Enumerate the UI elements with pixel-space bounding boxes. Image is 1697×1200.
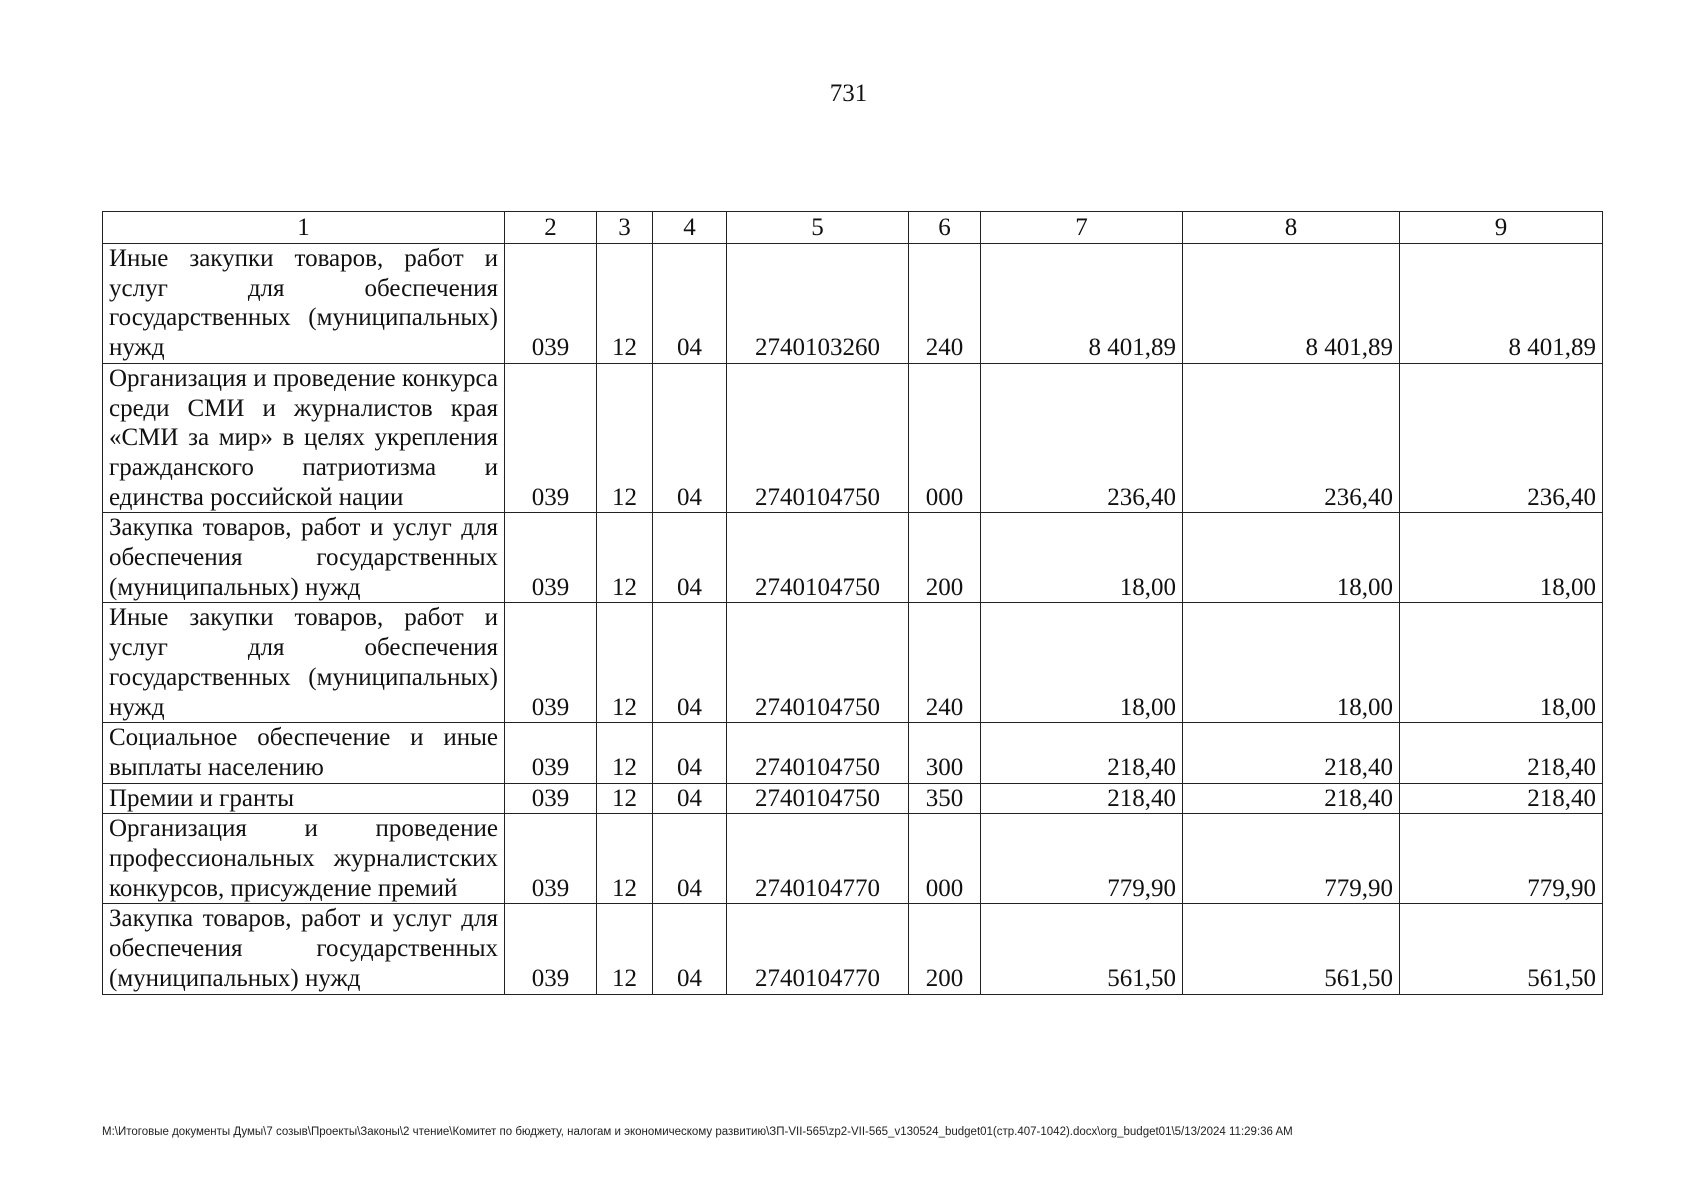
- column-number-7: 7: [981, 212, 1183, 244]
- target-article-code: 2740103260: [727, 244, 909, 364]
- target-article-code: 2740104750: [727, 783, 909, 814]
- table-row: [103, 783, 1603, 814]
- amount-col-9: 18,00: [1400, 603, 1603, 723]
- subsection-code: 04: [653, 603, 727, 723]
- subsection-code: 04: [653, 904, 727, 994]
- expense-type-code: 000: [909, 363, 981, 513]
- amount-col-9: 218,40: [1400, 723, 1603, 783]
- amount-col-7: 236,40: [981, 363, 1183, 513]
- table-row: [103, 513, 1603, 603]
- column-number-9: 9: [1400, 212, 1603, 244]
- amount-col-9: 561,50: [1400, 904, 1603, 994]
- row-description: Иные закупки товаров, работ и услуг для обеспечения государственных (муниципальных) нужд: [103, 603, 505, 723]
- table-row: [103, 723, 1603, 783]
- ministry-code: 039: [505, 904, 597, 994]
- subsection-code: 04: [653, 513, 727, 603]
- table-row: [103, 904, 1603, 994]
- document-path-footer: M:\Итоговые документы Думы\7 созыв\Проекты\Законы\2 чтение\Комитет по бюджету, налогам и экономическому развитию\ЗП-VII-565\zp2-VII-565_v130524_budget01(стр.407-1042).docx\org_budget01\5/13/2024 11:29:36 AM: [102, 1126, 1293, 1138]
- section-code: 12: [597, 783, 653, 814]
- section-code: 12: [597, 603, 653, 723]
- expense-type-code: 200: [909, 904, 981, 994]
- section-code: 12: [597, 814, 653, 904]
- row-description: Премии и гранты: [103, 783, 505, 814]
- section-code: 12: [597, 363, 653, 513]
- target-article-code: 2740104750: [727, 513, 909, 603]
- amount-col-7: 561,50: [981, 904, 1183, 994]
- subsection-code: 04: [653, 723, 727, 783]
- target-article-code: 2740104770: [727, 814, 909, 904]
- budget-table: [102, 211, 1603, 995]
- column-number-6: 6: [909, 212, 981, 244]
- amount-col-9: 8 401,89: [1400, 244, 1603, 364]
- target-article-code: 2740104750: [727, 363, 909, 513]
- expense-type-code: 240: [909, 603, 981, 723]
- row-description: Закупка товаров, работ и услуг для обеспечения государственных (муниципальных) нужд: [103, 513, 505, 603]
- section-code: 12: [597, 513, 653, 603]
- column-number-row: [103, 212, 1603, 244]
- amount-col-7: 218,40: [981, 723, 1183, 783]
- amount-col-7: 18,00: [981, 603, 1183, 723]
- amount-col-9: 218,40: [1400, 783, 1603, 814]
- expense-type-code: 300: [909, 723, 981, 783]
- target-article-code: 2740104750: [727, 603, 909, 723]
- ministry-code: 039: [505, 513, 597, 603]
- page-number: 731: [829, 80, 868, 107]
- subsection-code: 04: [653, 814, 727, 904]
- amount-col-9: 236,40: [1400, 363, 1603, 513]
- ministry-code: 039: [505, 723, 597, 783]
- row-description: Организация и проведение профессиональных журналистских конкурсов, присуждение премий: [103, 814, 505, 904]
- table-row: [103, 814, 1603, 904]
- column-number-2: 2: [505, 212, 597, 244]
- amount-col-8: 18,00: [1183, 603, 1400, 723]
- expense-type-code: 350: [909, 783, 981, 814]
- ministry-code: 039: [505, 814, 597, 904]
- expense-type-code: 200: [909, 513, 981, 603]
- amount-col-8: 779,90: [1183, 814, 1400, 904]
- table-row: [103, 244, 1603, 364]
- amount-col-7: 218,40: [981, 783, 1183, 814]
- amount-col-7: 18,00: [981, 513, 1183, 603]
- amount-col-9: 779,90: [1400, 814, 1603, 904]
- table-row: [103, 363, 1603, 513]
- amount-col-8: 218,40: [1183, 783, 1400, 814]
- ministry-code: 039: [505, 244, 597, 364]
- amount-col-7: 779,90: [981, 814, 1183, 904]
- section-code: 12: [597, 723, 653, 783]
- table-row: [103, 603, 1603, 723]
- expense-type-code: 000: [909, 814, 981, 904]
- subsection-code: 04: [653, 244, 727, 364]
- ministry-code: 039: [505, 363, 597, 513]
- amount-col-8: 18,00: [1183, 513, 1400, 603]
- column-number-4: 4: [653, 212, 727, 244]
- expense-type-code: 240: [909, 244, 981, 364]
- row-description: Закупка товаров, работ и услуг для обеспечения государственных (муниципальных) нужд: [103, 904, 505, 994]
- target-article-code: 2740104770: [727, 904, 909, 994]
- row-description: Иные закупки товаров, работ и услуг для обеспечения государственных (муниципальных) нужд: [103, 244, 505, 364]
- subsection-code: 04: [653, 783, 727, 814]
- section-code: 12: [597, 904, 653, 994]
- column-number-1: 1: [103, 212, 505, 244]
- amount-col-7: 8 401,89: [981, 244, 1183, 364]
- subsection-code: 04: [653, 363, 727, 513]
- amount-col-8: 8 401,89: [1183, 244, 1400, 364]
- amount-col-8: 218,40: [1183, 723, 1400, 783]
- column-number-8: 8: [1183, 212, 1400, 244]
- target-article-code: 2740104750: [727, 723, 909, 783]
- ministry-code: 039: [505, 783, 597, 814]
- amount-col-9: 18,00: [1400, 513, 1603, 603]
- column-number-5: 5: [727, 212, 909, 244]
- amount-col-8: 561,50: [1183, 904, 1400, 994]
- row-description: Социальное обеспечение и иные выплаты населению: [103, 723, 505, 783]
- ministry-code: 039: [505, 603, 597, 723]
- row-description: Организация и проведение конкурса среди СМИ и журналистов края «СМИ за мир» в целях укрепления гражданского патриотизма и единства российской нации: [103, 363, 505, 513]
- section-code: 12: [597, 244, 653, 364]
- column-number-3: 3: [597, 212, 653, 244]
- amount-col-8: 236,40: [1183, 363, 1400, 513]
